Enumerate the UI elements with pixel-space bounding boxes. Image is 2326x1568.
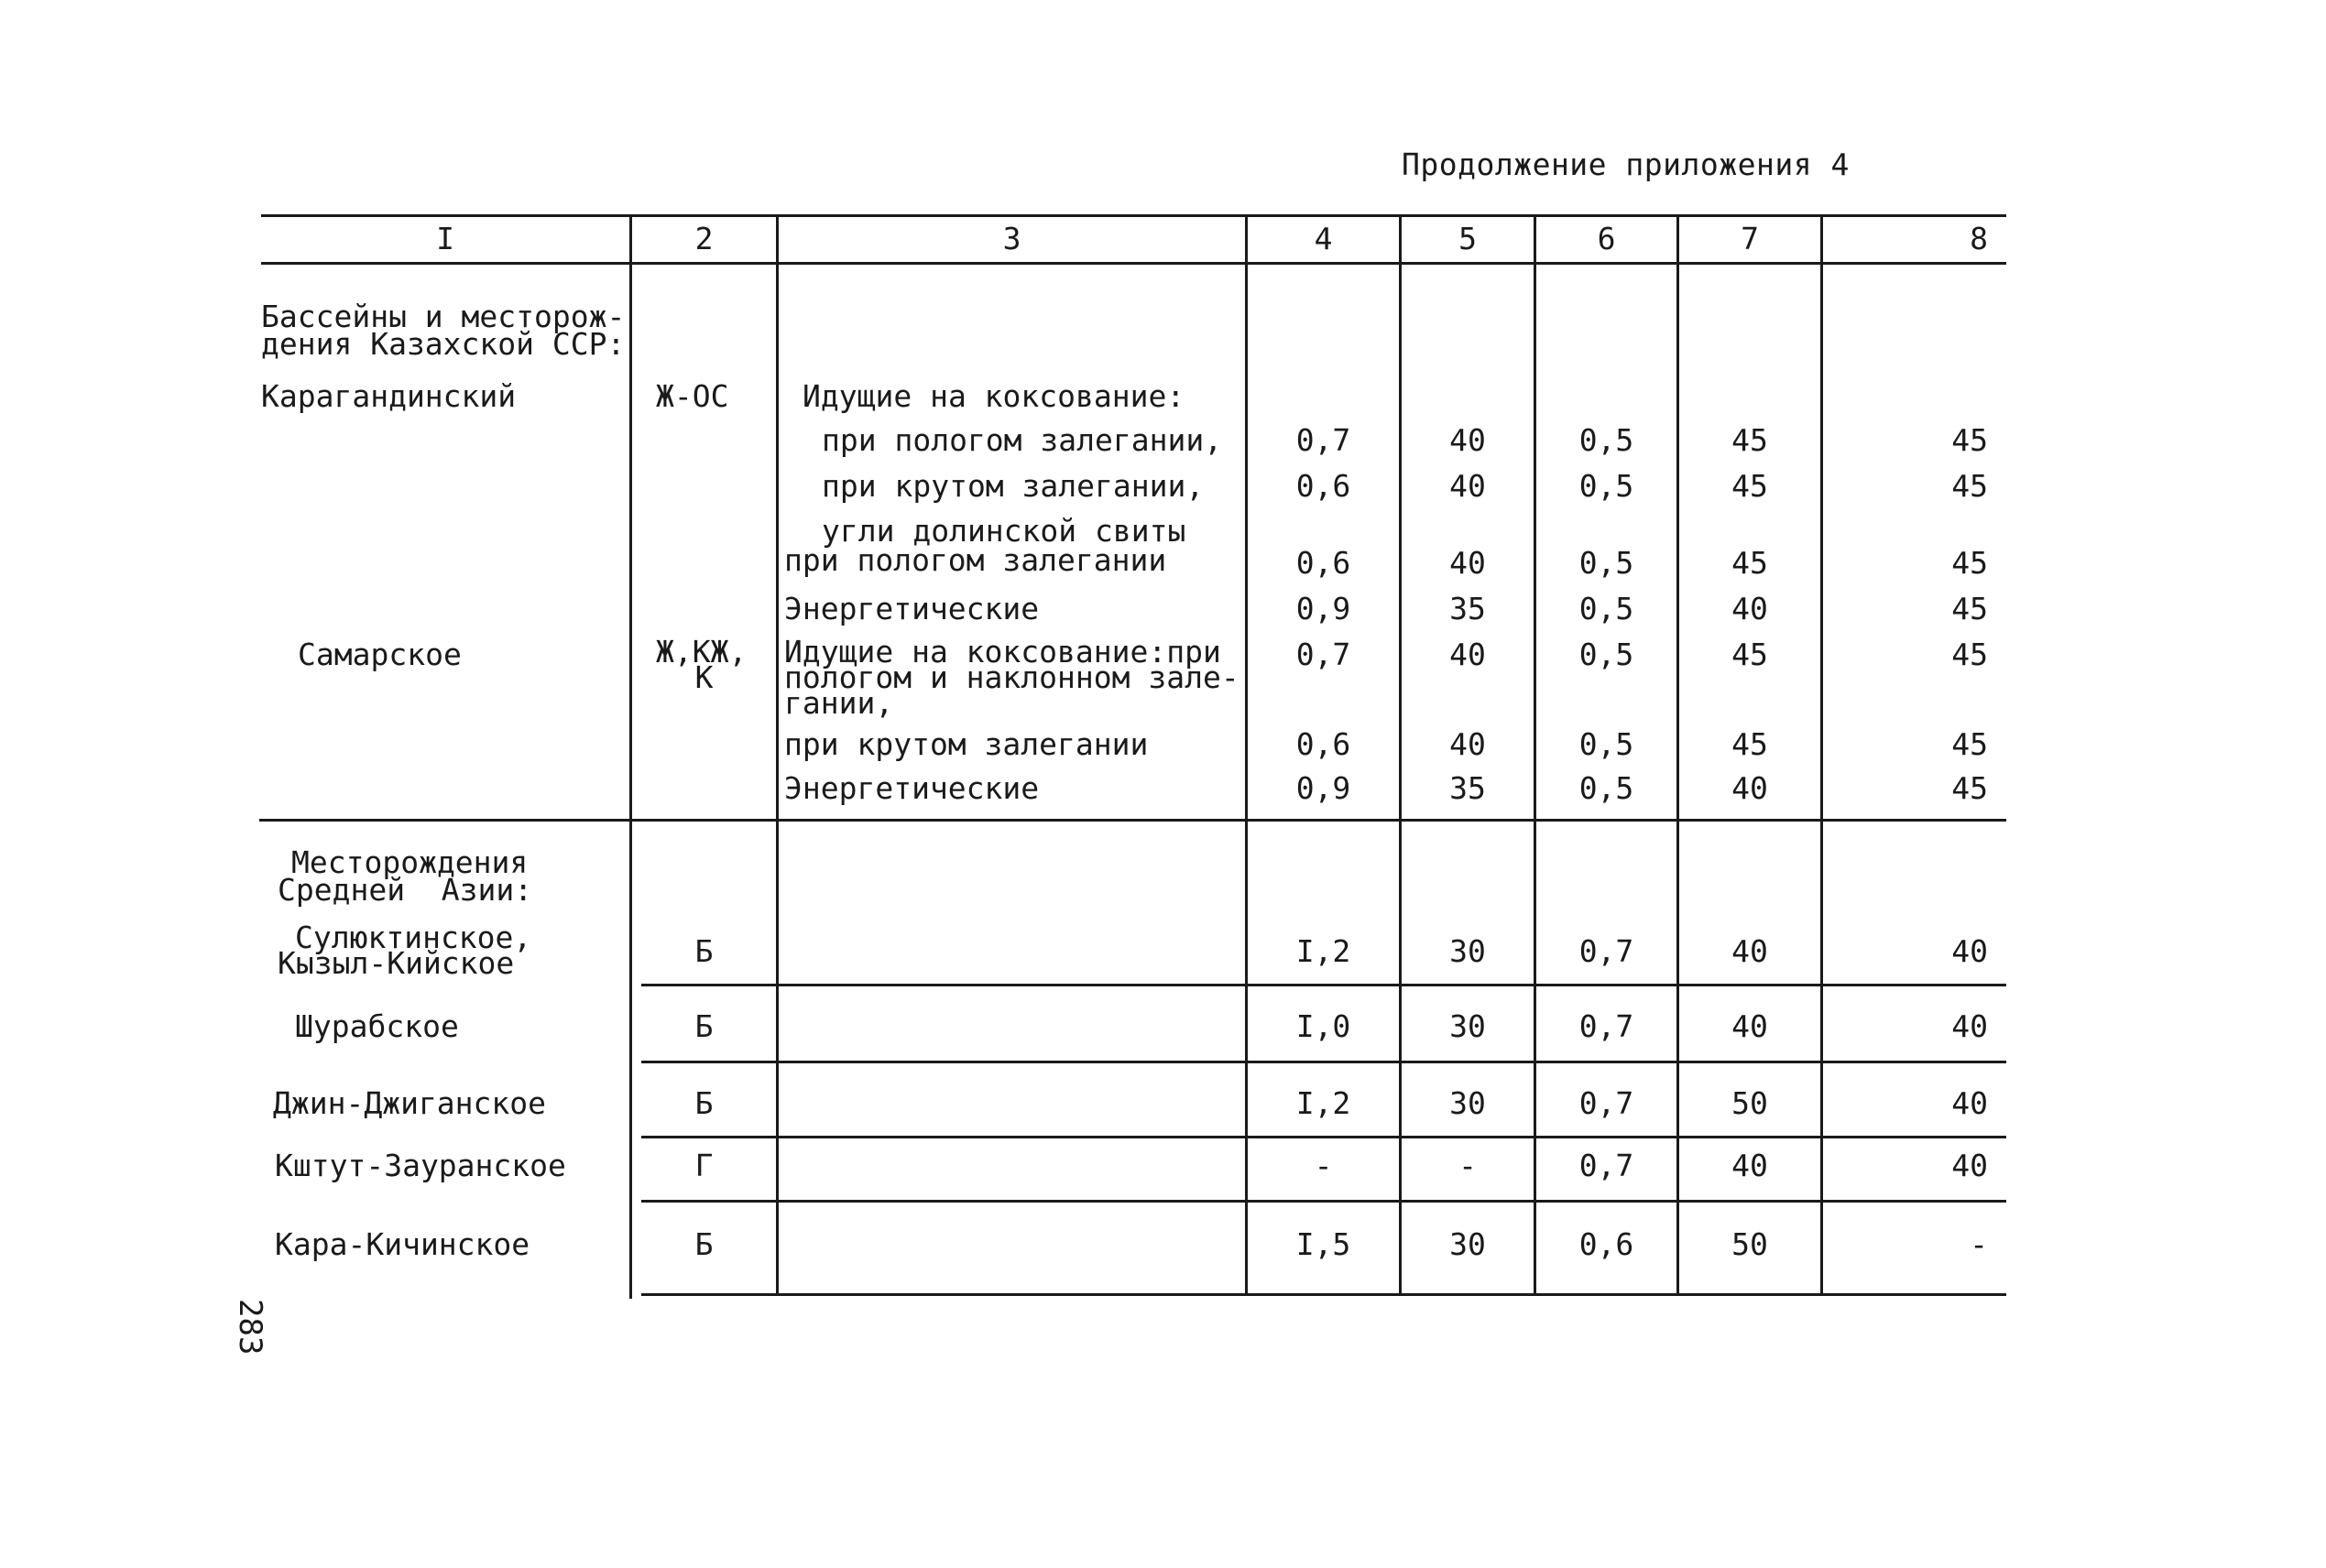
coal-grade: Б [694,1008,714,1044]
cell-col8: 45 [1951,545,1988,581]
cell-col5: 30 [1449,1226,1486,1262]
cell-col5: 30 [1449,1085,1486,1121]
cell-col5: 40 [1449,726,1486,762]
cell-col4: I,5 [1295,1226,1351,1262]
cell-col6: 0,5 [1578,468,1634,504]
cell-col4: - [1314,1148,1333,1183]
cell-col8: 40 [1951,933,1988,969]
deposit-name: Сулюктинское, [295,920,532,955]
header-bottom-rule [261,262,2006,265]
cell-col7: 50 [1731,1226,1768,1262]
coal-grade: К [694,659,714,695]
cell-col8: 45 [1951,726,1988,762]
cell-col4: I,2 [1295,1085,1351,1121]
cell-col4: I,0 [1295,1008,1351,1044]
cell-col8: 45 [1951,591,1988,626]
cell-col5: 40 [1449,637,1486,672]
table-top-rule [261,214,2006,217]
column-number: 5 [1458,221,1477,256]
cell-col8: 40 [1951,1148,1988,1183]
cell-col6: 0,5 [1578,770,1634,806]
row-divider-rule [641,984,2006,986]
deposit-name: Кызыл-Кийское [278,945,515,981]
cell-col5: 30 [1449,1008,1486,1044]
column-number: 2 [694,221,714,256]
coal-grade: Г [694,1148,714,1183]
usage-header: Идущие на коксование: [803,378,1185,414]
deposit-name: Карагандинский [261,378,517,414]
usage-description: при пологом залегании [784,542,1167,578]
cell-col6: 0,5 [1578,726,1634,762]
deposit-name: Кштут-Зауранское [275,1148,566,1183]
cell-col5: 30 [1449,933,1486,969]
cell-col6: 0,5 [1578,545,1634,581]
usage-description: Энергетические [784,770,1040,806]
cell-col4: I,2 [1295,933,1351,969]
table-bottom-rule [641,1293,2006,1296]
cell-col6: 0,7 [1578,933,1634,969]
cell-col8: 45 [1951,468,1988,504]
deposit-name: Шурабское [295,1008,459,1044]
page-number: 283 [232,1299,268,1356]
usage-description: при пологом залегании, [822,422,1223,458]
coal-grade: Б [694,1226,714,1262]
usage-description: при крутом залегании, [822,468,1205,504]
cell-col4: 0,7 [1295,422,1351,458]
cell-col7: 45 [1731,726,1768,762]
cell-col5: 35 [1449,591,1486,626]
cell-col7: 40 [1731,770,1768,806]
column-rule [629,214,632,1299]
cell-col6: 0,7 [1578,1008,1634,1044]
cell-col7: 40 [1731,1148,1768,1183]
usage-description: гании, [784,685,894,721]
cell-col7: 45 [1731,468,1768,504]
cell-col8: 45 [1951,770,1988,806]
cell-col8: - [1970,1226,1988,1262]
cell-col5: - [1458,1148,1477,1183]
cell-col7: 40 [1731,591,1768,626]
page-heading: Продолжение приложения 4 [1402,147,1850,182]
column-number: 3 [1002,221,1021,256]
column-rule [776,214,779,1295]
usage-description: Идущие на коксование:при [784,634,1221,670]
cell-col7: 45 [1731,422,1768,458]
coal-grade: Ж-ОС [656,378,729,414]
cell-col7: 50 [1731,1085,1768,1121]
cell-col5: 40 [1449,545,1486,581]
cell-col8: 40 [1951,1085,1988,1121]
usage-description: пологом и наклонном зале- [784,659,1239,695]
group-title: Бассейны и месторож- [261,299,626,334]
group-title: Средней Азии: [278,872,533,908]
column-number: 4 [1314,221,1333,256]
column-number: 8 [1970,221,1988,256]
cell-col4: 0,7 [1295,637,1351,672]
column-number: I [436,221,454,256]
usage-description: при крутом залегании [784,726,1149,762]
cell-col8: 40 [1951,1008,1988,1044]
cell-col4: 0,6 [1295,545,1351,581]
cell-col4: 0,9 [1295,591,1351,626]
group-title: Месторождения [291,844,529,880]
cell-col5: 35 [1449,770,1486,806]
cell-col5: 40 [1449,422,1486,458]
deposit-name: Джин-Джиганское [273,1085,547,1121]
cell-col8: 45 [1951,637,1988,672]
cell-col5: 40 [1449,468,1486,504]
column-number: 7 [1741,221,1759,256]
cell-col7: 45 [1731,637,1768,672]
cell-col6: 0,5 [1578,637,1634,672]
cell-col4: 0,6 [1295,468,1351,504]
coal-grade: Ж,КЖ, [656,634,748,670]
cell-col8: 45 [1951,422,1988,458]
row-divider-rule [641,1200,2006,1203]
cell-col6: 0,6 [1578,1226,1634,1262]
cell-col6: 0,5 [1578,591,1634,626]
cell-col6: 0,5 [1578,422,1634,458]
group-title: дения Казахской ССР: [261,326,626,362]
column-number: 6 [1597,221,1616,256]
usage-description: Энергетические [784,591,1040,626]
section-divider-rule [259,819,2006,822]
cell-col7: 40 [1731,933,1768,969]
cell-col6: 0,7 [1578,1148,1634,1183]
cell-col4: 0,6 [1295,726,1351,762]
row-divider-rule [641,1061,2006,1063]
cell-col4: 0,9 [1295,770,1351,806]
usage-description: угли долинской свиты [822,513,1186,549]
coal-grade: Б [694,1085,714,1121]
cell-col7: 40 [1731,1008,1768,1044]
row-divider-rule [641,1136,2006,1138]
cell-col7: 45 [1731,545,1768,581]
deposit-name: Самарское [298,637,462,672]
cell-col6: 0,7 [1578,1085,1634,1121]
coal-grade: Б [694,933,714,969]
deposit-name: Кара-Кичинское [275,1226,530,1262]
